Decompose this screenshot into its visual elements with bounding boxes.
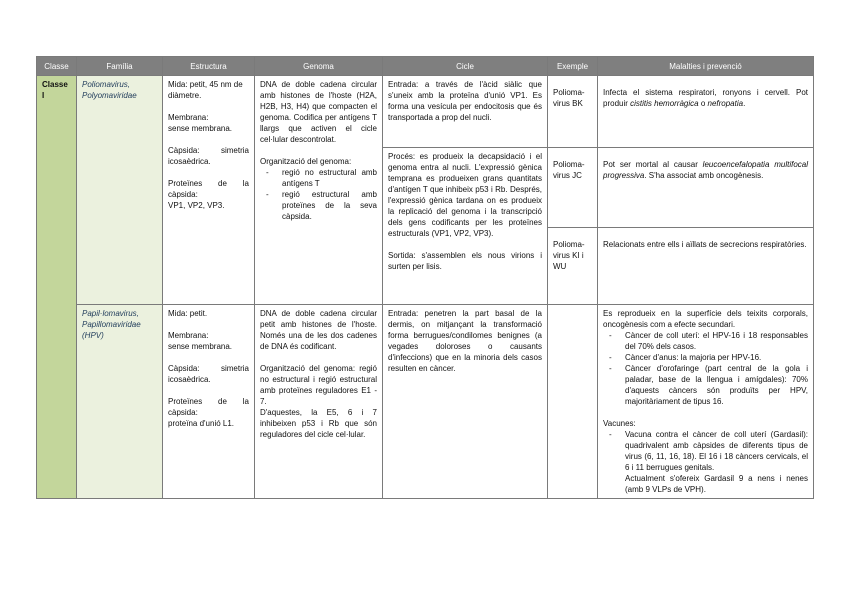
vacunes-list [603,429,808,495]
classe-cell: Classe I [37,76,77,499]
mida-text: Mida: petit. [168,309,208,318]
familia-cell-polyoma: Poliomavirus, Polyomaviridae [77,76,163,305]
header-cicle: Cicle [383,57,548,76]
malaltia-cell-kiwu [598,228,814,305]
mida-text: Mida: petit, 45 nm de diàmetre. [168,80,243,100]
organitzacio-text: Organització del genoma: regió no estructural i regió estructural amb proteïnes reguladores E1 - 7. [260,364,377,406]
table-row [37,305,814,499]
malalties-intro: Es reprodueix en la superfície dels teixits corporals, oncogènesis com a efecte secundari. [603,309,808,329]
cicle-entrada-cell [383,76,548,148]
list-item: - Càncer d'anus: la majoria per HPV-16. [625,352,808,363]
malaltia-cell-bk [598,76,814,148]
proces-text: Procés: es produeix la decapsidació i el genoma entra al nucli. L'expressió gènica temprana es produeixen grans quantitats d'antígen T que inhibeix p53 i Rb. Després, l'expressió gènica tardana on es produeix la replicació del genoma i la transcripció dels gens codificants per les proteïnes estructurals (VP1, VP2, VP3). [388,152,542,238]
list-item: - regió estructural amb proteïnes de la seva càpsida. [282,189,377,222]
cicle-cell-papilloma [383,305,548,499]
header-row [37,57,814,76]
example-name: Polioma-virus BK [553,88,585,108]
proteines-value: VP1, VP2, VP3. [168,201,225,210]
vacunes-title: Vacunes: [603,419,636,428]
exemple-cell-papilloma [548,305,598,499]
malaltia-cell-jc [598,148,814,228]
proteines-value: proteïna d'unió L1. [168,419,235,428]
proteines-label: Proteïnes de la càpsida: [168,397,249,417]
disease-text: Relacionats entre ells i aïllats de secrecions respiratòries. [603,240,807,249]
example-name: Polioma-virus KI i WU [553,240,585,271]
example-name: Polioma-virus JC [553,160,585,180]
membrana-label: Membrana: [168,113,209,122]
disease-text: Infecta el sistema respiratori, ronyons i cervell. Pot produir cistitis hemorràgica o nefropatia. [603,88,808,108]
header-familia: Família [77,57,163,76]
membrana-label: Membrana: [168,331,209,340]
genoma-text: DNA de doble cadena circular amb histones de l'hoste (H2A, H2B, H3, H4) que compacten el genoma. Codifica per antígens T llargs que activen el cicle cel·lular descontrolat. [260,80,377,144]
sortida-text: Sortida: s'assemblen els nous virions i surten per lisis. [388,251,542,271]
membrana-value: sense membrana. [168,342,233,351]
header-classe: Classe [37,57,77,76]
genoma-text: DNA de doble cadena circular petit amb histones de l'hoste. Només una de les dos cadenes de DNA és codificant. [260,309,377,351]
list-item: - Càncer d'orofaringe (part central de la gola i paladar, base de la llengua i amígdales): 70% d'aquests càncers són produïts per HPV, majoritàriament de tipus 16. [625,363,808,407]
header-estructura: Estructura [163,57,255,76]
list-item: Actualment s'ofereix Gardasil 9 a nens i nenes (amb 9 VLPs de VPH). [625,474,808,494]
cicle-proces-cell [383,148,548,305]
organitzacio-list [260,167,377,222]
familia-cell-papilloma: Papil·lomavirus, Papillomaviridae (HPV) [77,305,163,499]
list-item: - Càncer de coll uterí: el HPV-16 i 18 responsables del 70% dels casos. [625,330,808,352]
estructura-cell-polyoma [163,76,255,305]
disease-text: Pot ser mortal al causar leucoencefalopatia multifocal progressiva. S'ha associat amb oncogènesis. [603,160,808,180]
genoma-cell-polyoma [255,76,383,305]
capsida-text: Càpsida: simetria icosaèdrica. [168,146,249,166]
list-item: - Vacuna contra el càncer de coll uterí (Gardasil): quadrivalent amb càpsides de diferents tipus de virus (6, 11, 16, 18). El 16 i 18 càncers cervicals, el 6 i 11 berrugues genitals. [625,429,808,473]
genoma-cell-papilloma [255,305,383,499]
exemple-cell-jc [548,148,598,228]
proteines-label: Proteïnes de la càpsida: [168,179,249,199]
virus-table [36,56,814,499]
organitzacio-title: Organització del genoma: [260,157,352,166]
list-item: - regió no estructural amb antígens T [282,167,377,189]
header-malalties: Malalties i prevenció [598,57,814,76]
entrada-text: Entrada: penetren la part basal de la dermis, on mitjançant la transformació forma berrugues/condilomes benignes (a vegades doloroses o causants d'infeccions) que en la minoria dels casos resulten en càncer. [388,309,542,373]
exemple-cell-bk [548,76,598,148]
malaltia-cell-papilloma [598,305,814,499]
header-genoma: Genoma [255,57,383,76]
capsida-text: Càpsida: simetria icosaèdrica. [168,364,249,384]
table-row [37,76,814,148]
exemple-cell-kiwu [548,228,598,305]
header-exemple: Exemple [548,57,598,76]
membrana-value: sense membrana. [168,124,233,133]
genoma-extra-text: D'aquestes, la E5, 6 i 7 inhibeixen p53 i Rb que són reguladores del cicle cel·lular. [260,408,377,439]
malalties-list [603,330,808,407]
entrada-text: Entrada: a través de l'àcid siàlic que s'uneix amb la proteïna d'unió VP1. Es forma una vesícula per endocitosis que és transportada a prop del nucli. [388,80,542,122]
estructura-cell-papilloma [163,305,255,499]
